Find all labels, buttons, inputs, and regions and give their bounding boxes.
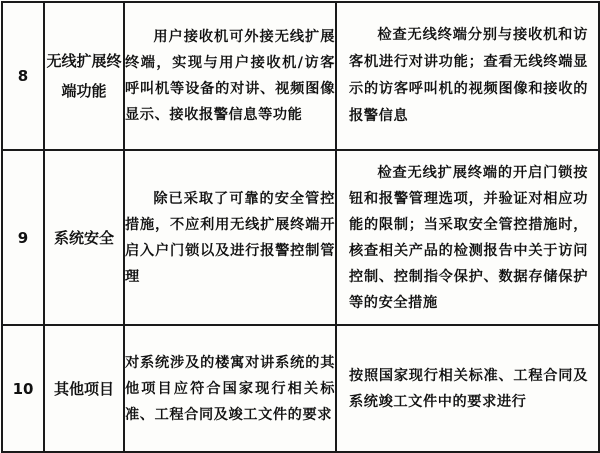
item-name: 无线扩展终端功能	[44, 2, 124, 150]
inspection-method-text: 检查无线扩展终端的开启门锁按钮和报警管理选项，并验证对相应功能的限制；当采取安全管控措施时，核查相关产品的检测报告中关于访问控制、控制指令保护、数据存储保护等的安全措施	[336, 150, 599, 325]
item-name: 其他项目	[44, 325, 124, 452]
requirement-text: 用户接收机可外接无线扩展终端，实现与用户接收机/访客呼叫机等设备的对讲、视频图像显示、接收报警信息等功能	[124, 2, 336, 150]
table-row	[2, 150, 599, 325]
row-number: 9	[2, 150, 44, 325]
table-row	[2, 2, 599, 150]
item-name: 系统安全	[44, 150, 124, 325]
requirement-text: 对系统涉及的楼寓对讲系统的其他项目应符合国家现行相关标准、工程合同及竣工文件的要求	[124, 325, 336, 452]
inspection-method-text: 检查无线终端分别与接收机和访客机进行对讲功能；查看无线终端显示的访客呼叫机的视频图像和接收的报警信息	[336, 2, 599, 150]
requirement-text: 除已采取了可靠的安全管控措施，不应利用无线扩展终端开启入户门锁以及进行报警控制管理	[124, 150, 336, 325]
row-number: 10	[2, 325, 44, 452]
inspection-method-text: 按照国家现行相关标准、工程合同及系统竣工文件中的要求进行	[336, 325, 599, 452]
row-number: 8	[2, 2, 44, 150]
inspection-table	[1, 1, 600, 453]
table-row	[2, 325, 599, 452]
